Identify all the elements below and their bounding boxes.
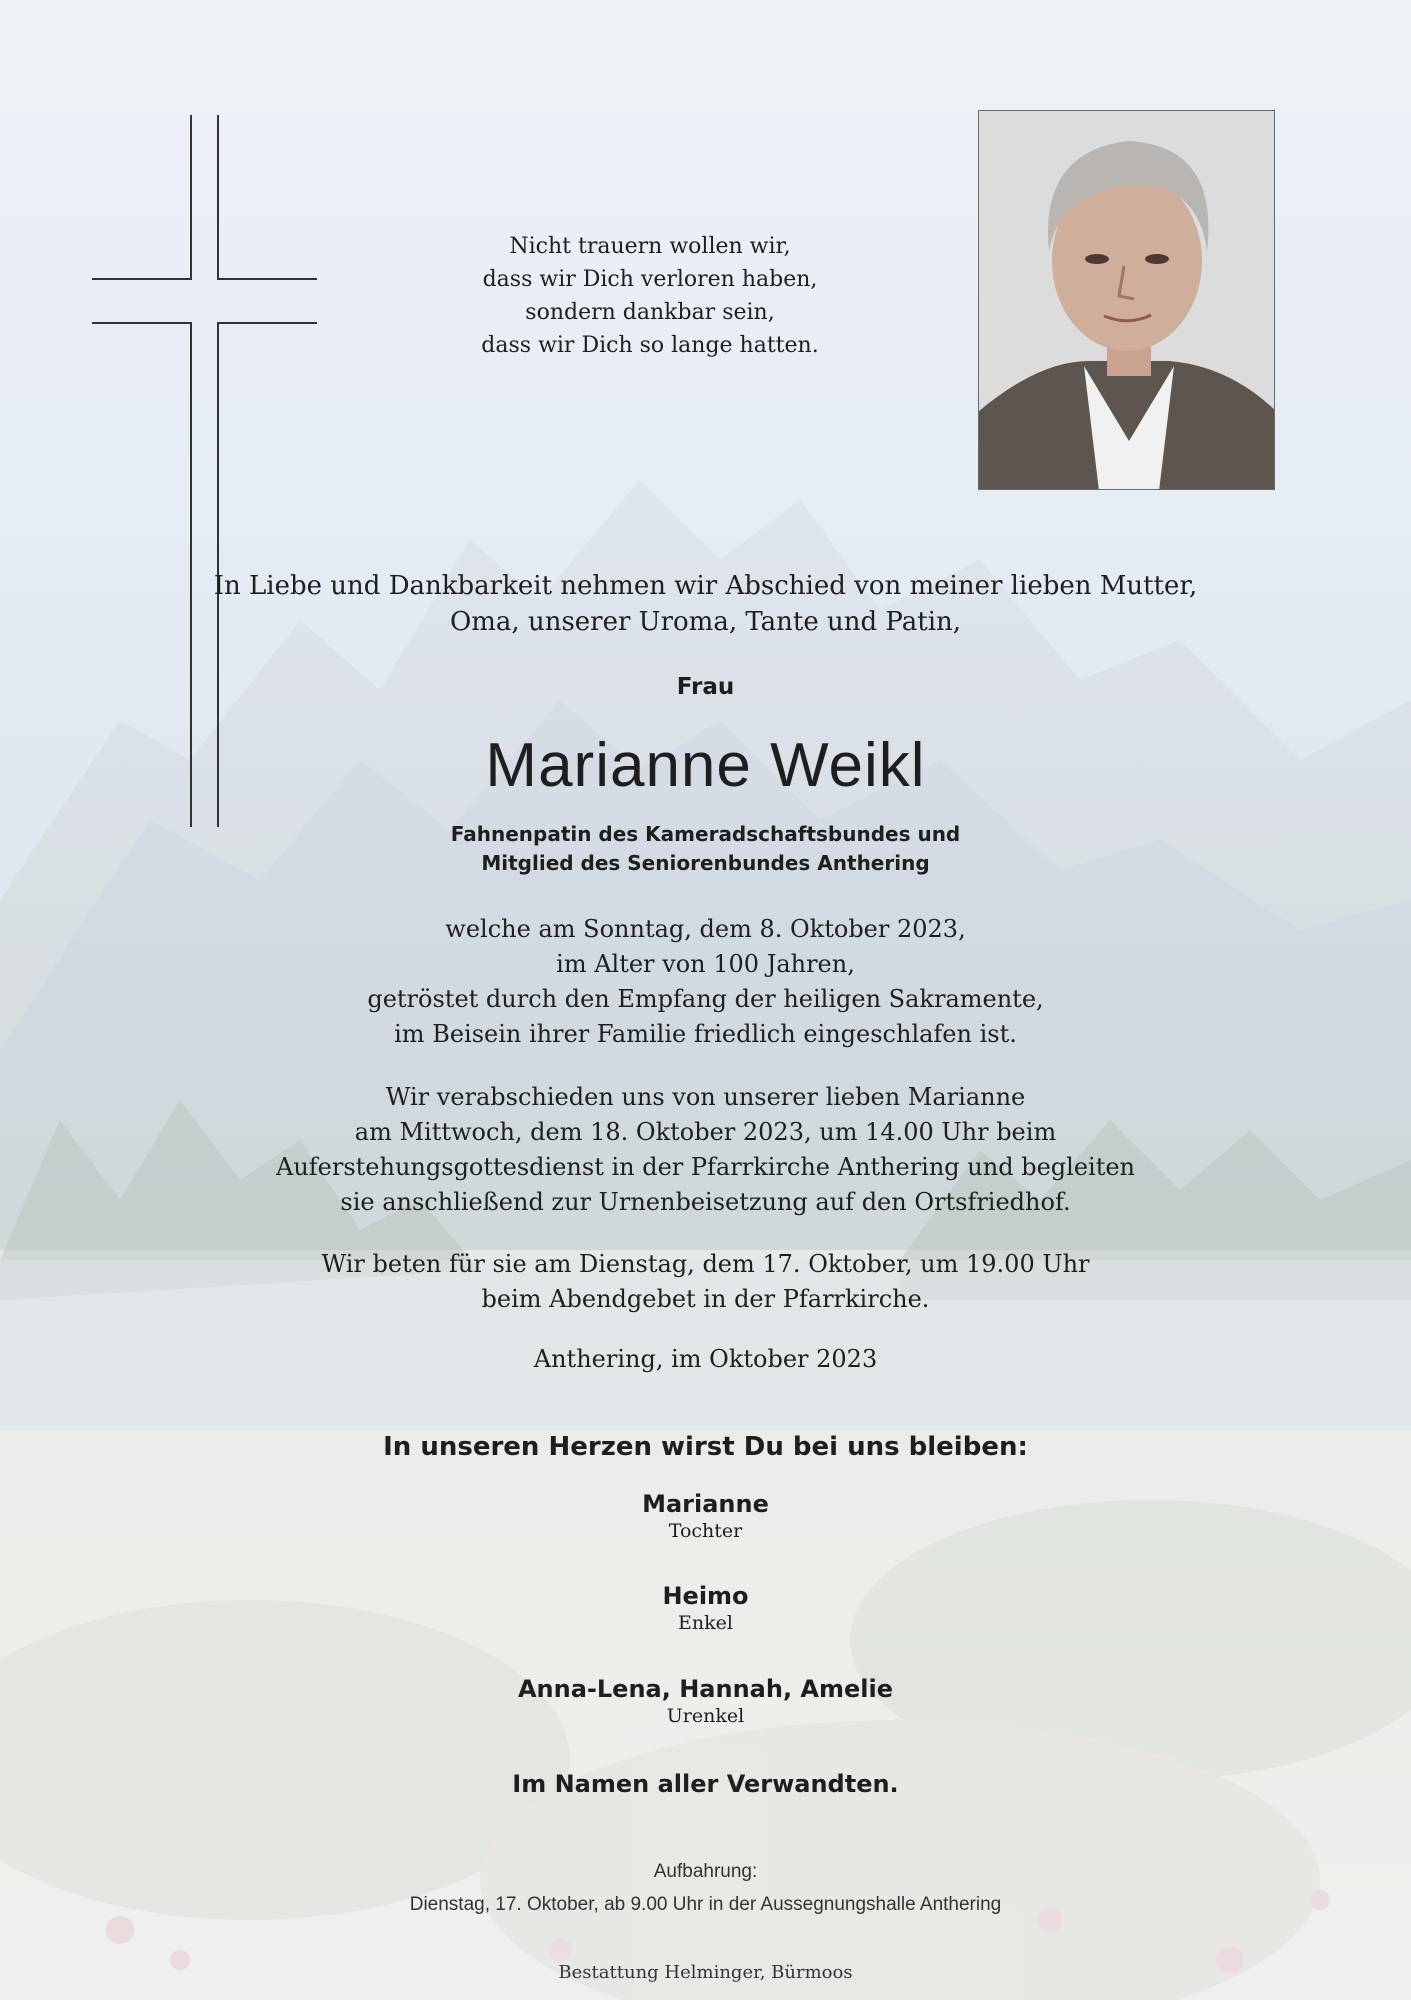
farewell-line: Wir verabschieden uns von unserer lieben Marianne xyxy=(385,1083,1026,1111)
portrait-image xyxy=(979,111,1275,490)
prayer-notice xyxy=(0,1247,1411,1317)
intro-line: In Liebe und Dankbarkeit nehmen wir Abschied von meiner lieben Mutter, xyxy=(213,571,1198,601)
viewing-details: Dienstag, 17. Oktober, ab 9.00 Uhr in der Aussegnungshalle Anthering xyxy=(409,1894,1002,1915)
poem-line: dass wir Dich so lange hatten. xyxy=(481,333,819,358)
role-line: Fahnenpatin des Kameradschaftsbundes und xyxy=(450,822,961,846)
farewell-line: sie anschließend zur Urnenbeisetzung auf den Ortsfriedhof. xyxy=(340,1188,1071,1216)
death-line: im Alter von 100 Jahren, xyxy=(556,950,855,978)
mourner-relation: Urenkel xyxy=(666,1705,745,1727)
roles-text xyxy=(0,820,1411,878)
poem-line: sondern dankbar sein, xyxy=(525,300,775,325)
mourner-name: Heimo xyxy=(662,1582,749,1610)
role-line: Mitglied des Seniorenbundes Anthering xyxy=(481,851,930,875)
mourner-relation: Tochter xyxy=(668,1520,743,1542)
death-notice xyxy=(0,912,1411,1052)
mourner-entry xyxy=(0,1490,1411,1542)
mourner-entry xyxy=(0,1675,1411,1727)
farewell-notice xyxy=(0,1080,1411,1220)
farewell-line: am Mittwoch, dem 18. Oktober 2023, um 14.00 Uhr beim xyxy=(354,1118,1057,1146)
intro-line: Oma, unserer Uroma, Tante und Patin, xyxy=(449,607,962,637)
deceased-name: Marianne Weikl xyxy=(485,731,926,800)
mourner-name: Anna-Lena, Hannah, Amelie xyxy=(517,1675,894,1703)
prayer-line: beim Abendgebet in der Pfarrkirche. xyxy=(481,1285,930,1313)
death-line: welche am Sonntag, dem 8. Oktober 2023, xyxy=(445,915,966,943)
poem-line: Nicht trauern wollen wir, xyxy=(509,234,791,259)
closing-line: Im Namen aller Verwandten. xyxy=(512,1770,899,1798)
portrait-photo xyxy=(978,110,1275,490)
meadow-flowers xyxy=(0,1500,1411,2000)
viewing-label: Aufbahrung: xyxy=(653,1861,758,1882)
undertaker-credit: Bestattung Helminger, Bürmoos xyxy=(558,1962,853,1983)
mourner-name: Marianne xyxy=(642,1490,769,1518)
hearts-heading: In unseren Herzen wirst Du bei uns bleiben: xyxy=(383,1432,1028,1462)
place-date: Anthering, im Oktober 2023 xyxy=(533,1345,878,1373)
intro-text xyxy=(0,568,1411,640)
poem-line: dass wir Dich verloren haben, xyxy=(482,267,818,292)
viewing-info xyxy=(0,1855,1411,1921)
death-line: getröstet durch den Empfang der heiligen Sakramente, xyxy=(367,985,1044,1013)
prayer-line: Wir beten für sie am Dienstag, dem 17. Oktober, um 19.00 Uhr xyxy=(321,1250,1090,1278)
mourner-entry xyxy=(0,1582,1411,1634)
salutation: Frau xyxy=(676,674,735,700)
mourner-relation: Enkel xyxy=(678,1612,733,1634)
death-line: im Beisein ihrer Familie friedlich eingeschlafen ist. xyxy=(394,1020,1017,1048)
memorial-poem xyxy=(360,230,940,362)
farewell-line: Auferstehungsgottesdienst in der Pfarrkirche Anthering und begleiten xyxy=(276,1153,1135,1181)
